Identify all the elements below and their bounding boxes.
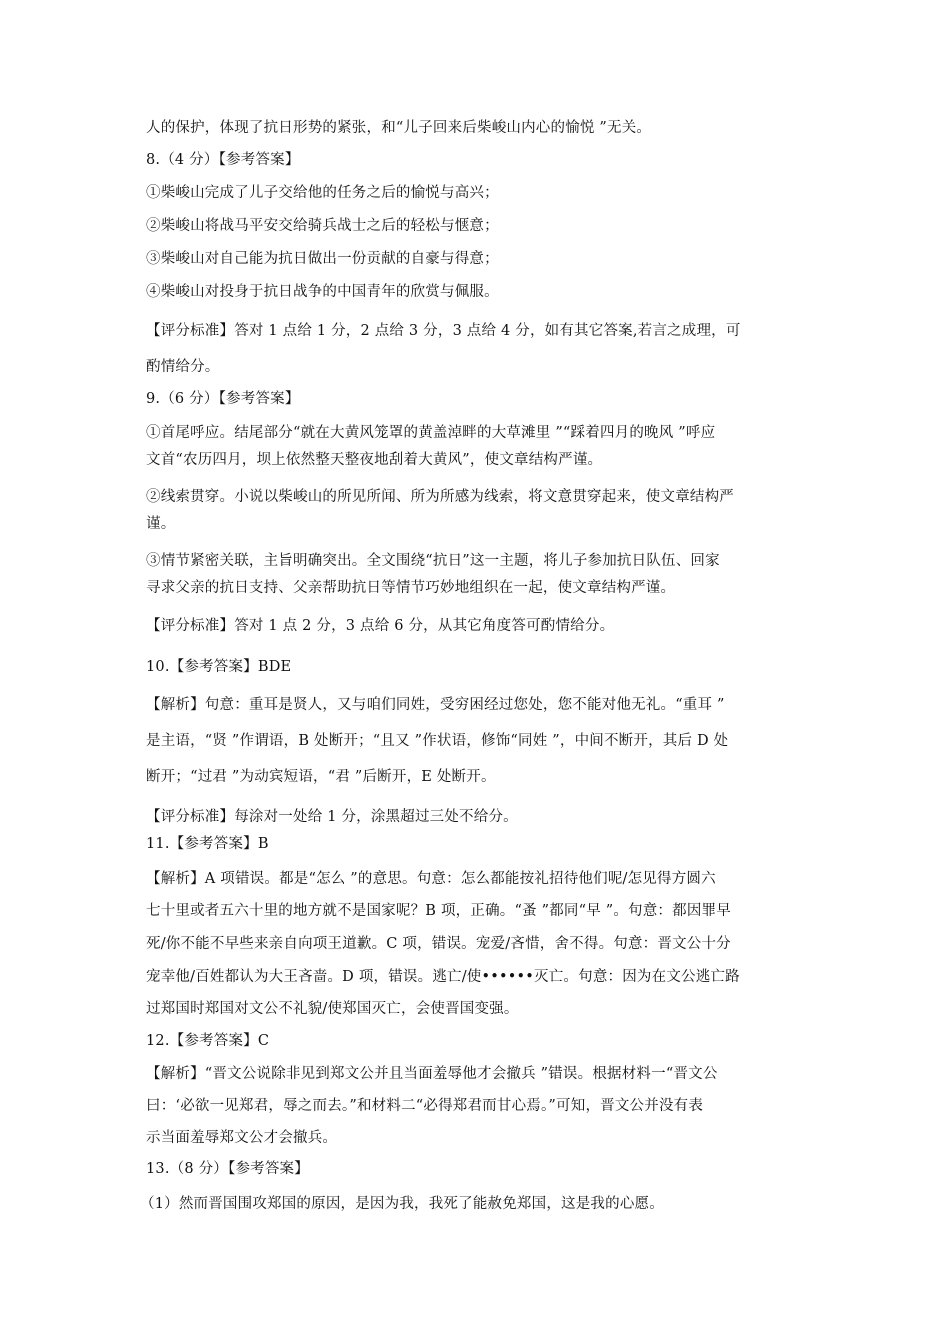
text-line: 七十里或者五六十里的地方就不是国家呢？B 项，正确。“蚤 ”都同“早 ”。句意：都因罪早 [146,903,731,919]
text-line: 【解析】“晋文公说除非见到郑文公并且当面羞辱他才会撤兵 ”错误。根据材料一“晋文公 [146,1066,718,1082]
text-line: 文首“农历四月，坝上依然整天整夜地刮着大黄风”，使文章结构严谨。 [146,452,603,468]
scoring-standard: 【评分标准】每涂对一处给 1 分，涂黑超过三处不给分。 [146,809,518,825]
question-9-heading: 9.（6 分）【参考答案】 [146,391,300,407]
text-line: 断开；“过君 ”为动宾短语，“君 ”后断开，E 处断开。 [146,769,496,785]
text-line: ②线索贯穿。小说以柴峻山的所见所闻、所为所感为线索，将文意贯穿起来，使文章结构严 [146,489,734,505]
text-line: 寻求父亲的抗日支持、父亲帮助抗日等情节巧妙地组织在一起，使文章结构严谨。 [146,580,676,596]
question-13-heading: 13.（8 分）【参考答案】 [146,1161,309,1177]
text-line: 是主语，“贤 ”作谓语，B 处断开；“且又 ”作状语，修饰“同姓 ”，中间不断开，其后 D 处 [146,733,729,749]
text-line: 【解析】句意：重耳是贤人，又与咱们同姓，受穷困经过您处，您不能对他无礼。“重耳 ” [146,697,725,713]
text-line: 过郑国时郑国对文公不礼貌/使郑国灭亡，会使晋国变强。 [146,1001,519,1017]
text-line: 酌情给分。 [146,359,220,375]
question-10-heading: 10.【参考答案】BDE [146,659,292,675]
text-line: 人的保护，体现了抗日形势的紧张，和“儿子回来后柴峻山内心的愉悦 ”无关。 [146,120,652,136]
text-line: 死/你不能不早些来亲自向项王道歉。C 项，错误。宠爱/吝惜，舍不得。句意：晋文公十分 [146,936,731,952]
text-line: ④柴峻山对投身于抗日战争的中国青年的欣赏与佩服。 [146,284,499,300]
scoring-standard: 【评分标准】答对 1 点 2 分，3 点给 6 分，从其它角度答可酌情给分。 [146,618,615,634]
scoring-standard: 【评分标准】答对 1 点给 1 分，2 点给 3 分，3 点给 4 分，如有其它答案,若言之成理，可 [146,323,741,339]
text-line: 【解析】A 项错误。都是“怎么 ”的意思。句意：怎么都能按礼招待他们呢/怎见得方圆六 [146,871,716,887]
question-8-heading: 8.（4 分）【参考答案】 [146,152,300,168]
text-line: 曰：‘必欲一见郑君，辱之而去。”和材料二“必得郑君而甘心焉。”可知，晋文公并没有表 [146,1098,704,1114]
text-line: ③柴峻山对自己能为抗日做出一份贡献的自豪与得意； [146,251,499,267]
text-line: ③情节紧密关联，主旨明确突出。全文围绕“抗日”这一主题，将儿子参加抗日队伍、回家 [146,553,720,569]
text-line: 宠幸他/百姓都认为大王吝啬。D 项，错误。逃亡/使••••••灭亡。句意：因为在文公逃亡路 [146,969,740,985]
text-line: 示当面羞辱郑文公才会撤兵。 [146,1130,338,1146]
question-12-heading: 12.【参考答案】C [146,1033,270,1049]
question-11-heading: 11.【参考答案】B [146,836,269,852]
text-line: ①首尾呼应。结尾部分“就在大黄风笼罩的黄盖淖畔的大草滩里 ”“踩着四月的晚风 ”呼应 [146,425,716,441]
text-line: 谨。 [146,516,176,532]
text-line: ①柴峻山完成了儿子交给他的任务之后的愉悦与高兴； [146,185,499,201]
text-line: （1）然而晋国围攻郑国的原因，是因为我，我死了能赦免郑国，这是我的心愿。 [140,1196,664,1212]
text-line: ②柴峻山将战马平安交给骑兵战士之后的轻松与惬意； [146,218,499,234]
